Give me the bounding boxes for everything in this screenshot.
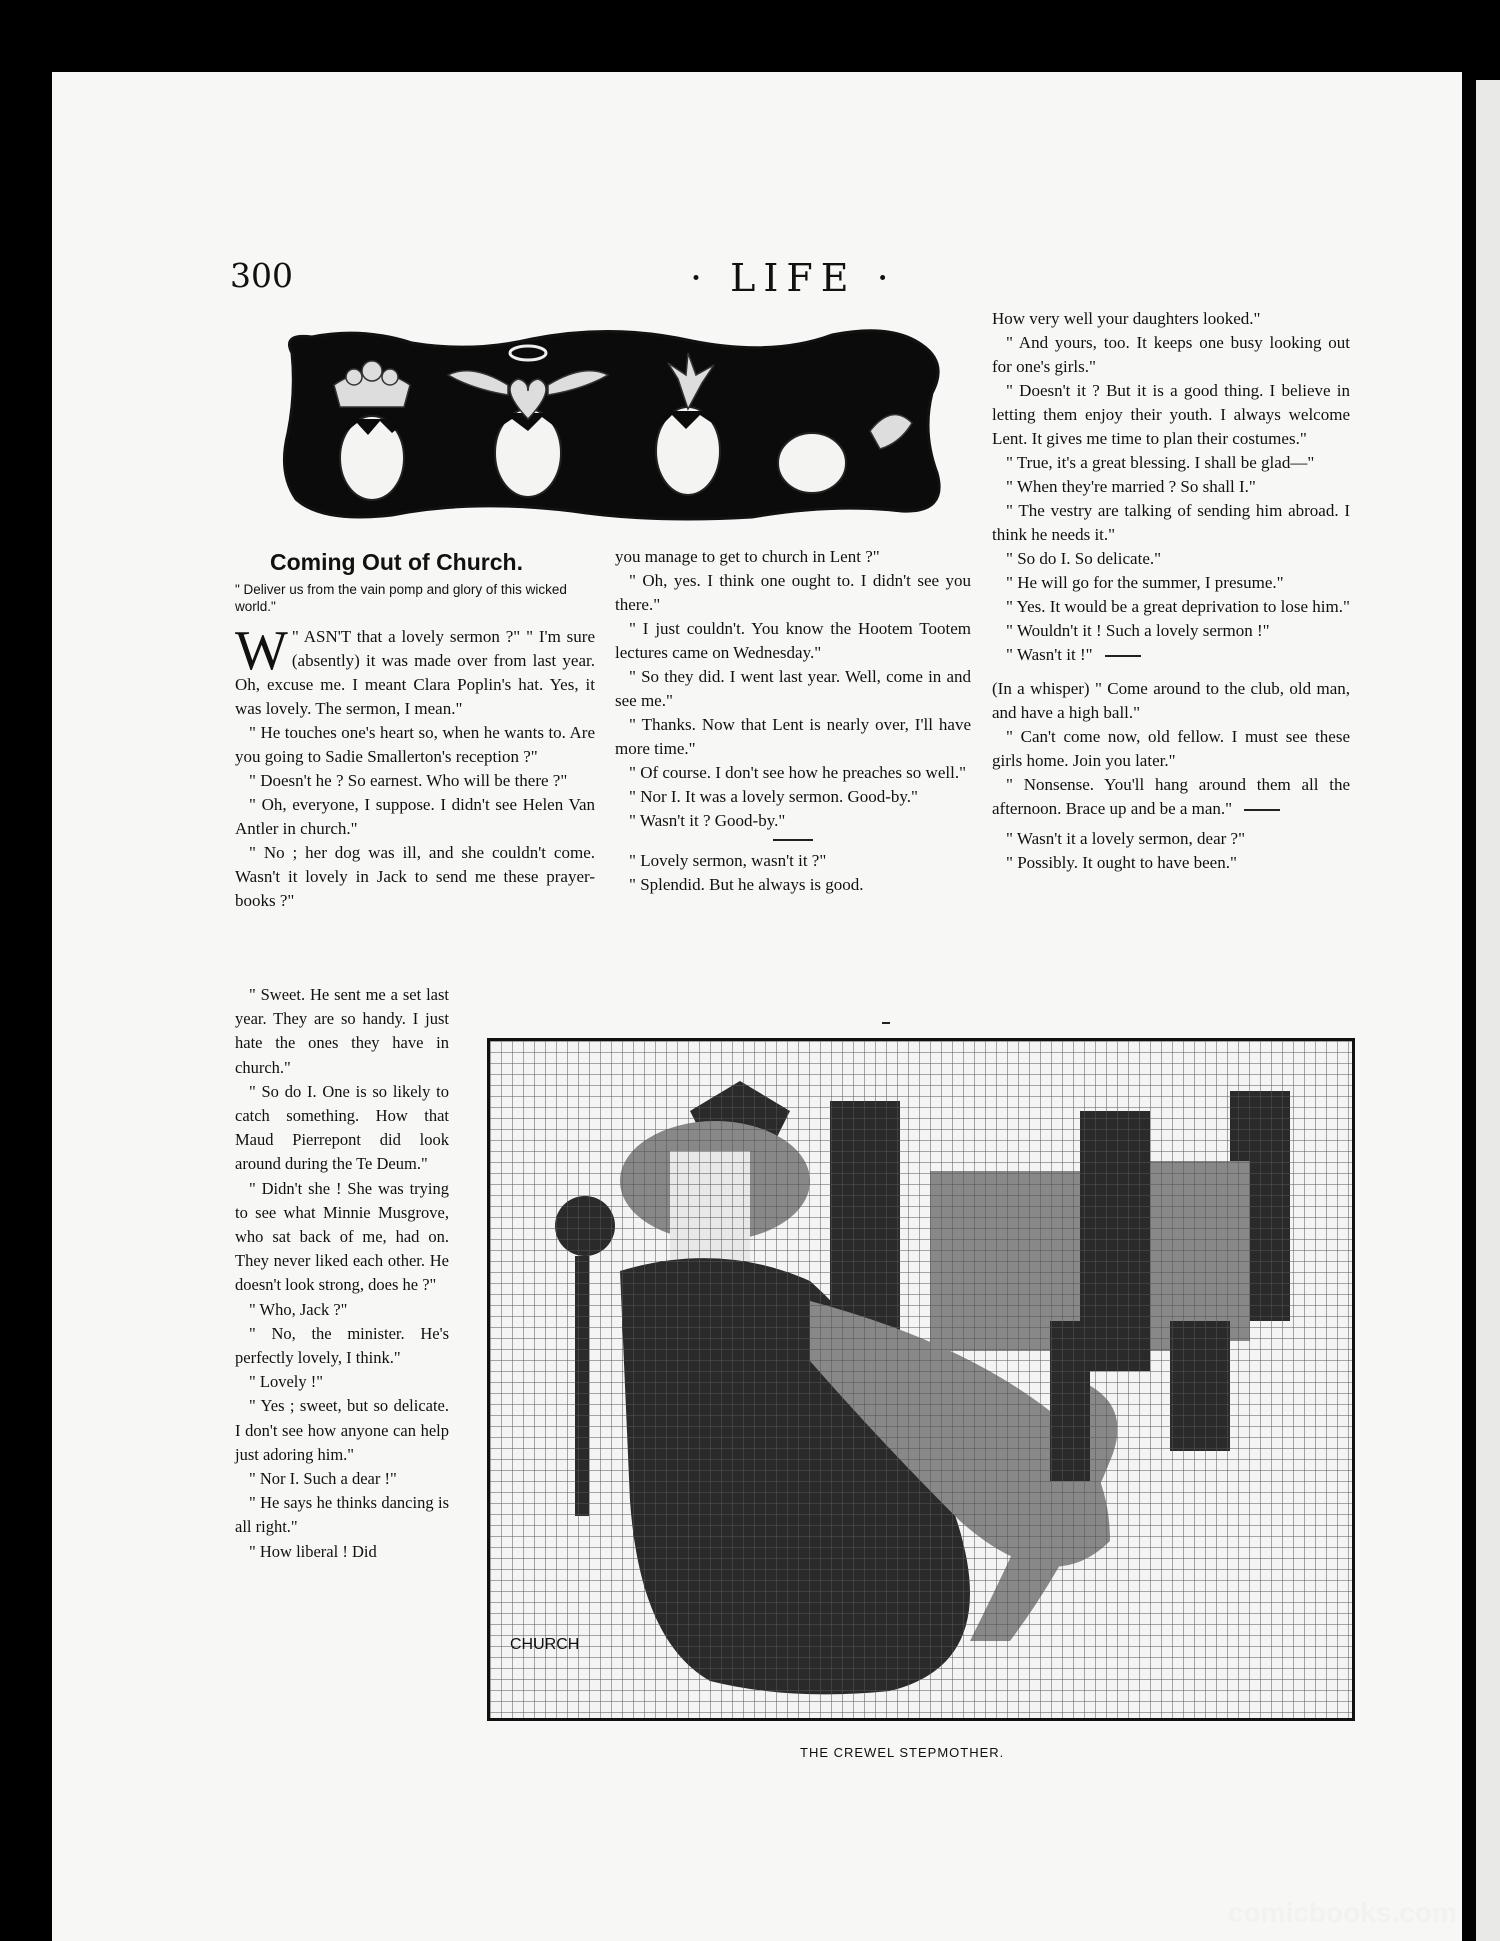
easter-eggs-banner-illustration (272, 323, 948, 523)
col3-paragraph: " Yes. It would be a great deprivation to lose him." (1006, 597, 1350, 616)
page-number: 300 (230, 256, 293, 295)
ornament-dot (882, 1022, 890, 1024)
col2-paragraph: " Lovely sermon, wasn't it ?" (629, 851, 827, 870)
cross-stitch-picture (490, 1041, 1352, 1718)
next-page-edge (1476, 80, 1500, 1941)
col3-paragraph: How very well your daughters looked." (992, 309, 1261, 328)
col1-text-0: " ASN'T that a lovely sermon ?" " I'm sure (absently) it was made over from last year. Oh, excuse me. I meant Clara Poplin's hat. Yes, it was lovely. The sermon, I mean." (235, 627, 595, 718)
col3-paragraph: " Possibly. It ought to have been." (1006, 853, 1237, 872)
col1-narrow-paragraph: " Sweet. He sent me a set last year. They are so handy. I just hate the ones they have in church." (235, 985, 449, 1077)
col1-narrow-paragraph: " No, the minister. He's perfectly lovely, I think." (235, 1323, 449, 1368)
column-1-narrow (235, 983, 449, 1564)
col1-narrow-paragraph: " Who, Jack ?" (249, 1299, 348, 1319)
col3-paragraph (992, 643, 1350, 667)
col1-paragraph (235, 620, 595, 721)
col1-paragraph: " He touches one's heart so, when he wants to. Are you going to Sadie Smallerton's reception ?" (235, 723, 595, 766)
col3-paragraph: " True, it's a great blessing. I shall be glad—" (1006, 453, 1315, 472)
col3-after-text-2: " Nonsense. You'll hang around them all the afternoon. Brace up and be a man." (992, 775, 1350, 818)
col3-paragraph: " When they're married ? So shall I." (1006, 477, 1256, 496)
col3-paragraph: " Wouldn't it ! Such a lovely sermon !" (1006, 621, 1270, 640)
article-epigraph: " Deliver us from the vain pomp and glory of this wicked world." (235, 582, 567, 614)
drop-cap: W (235, 620, 288, 682)
crewel-stepmother-illustration (487, 1038, 1355, 1721)
col1-paragraph: " Doesn't he ? So earnest. Who will be there ?" (249, 771, 568, 790)
page-edge-shadow (1462, 80, 1474, 1941)
masthead-title: · LIFE · (690, 256, 897, 300)
col3-paragraph: " So do I. So delicate." (1006, 549, 1162, 568)
artist-signature: CHURCH (510, 1636, 580, 1653)
col3-paragraph: " The vestry are talking of sending him abroad. I think he needs it." (992, 501, 1350, 544)
column-1 (235, 620, 595, 913)
col2-paragraph: " Nor I. It was a lovely sermon. Good-by." (629, 787, 918, 806)
col2-paragraph: " Oh, yes. I think one ought to. I didn't see you there." (615, 571, 971, 614)
section-dash (1244, 809, 1280, 811)
col1-narrow-paragraph: " Yes ; sweet, but so delicate. I don't see how anyone can help just adoring him." (235, 1396, 449, 1464)
col1-narrow-paragraph: " Lovely !" (249, 1372, 323, 1392)
col2-paragraph: " Thanks. Now that Lent is nearly over, I'll have more time." (615, 715, 971, 758)
col2-paragraph: " I just couldn't. You know the Hootem Tootem lectures came on Wednesday." (615, 619, 971, 662)
col3-paragraph: " He will go for the summer, I presume." (1006, 573, 1284, 592)
col3-paragraph: " Doesn't it ? But it is a good thing. I believe in letting them enjoy their youth. I always welcome Lent. It gives me time to plan their costumes." (992, 381, 1350, 448)
column-2 (615, 545, 971, 897)
col1-narrow-paragraph: " How liberal ! Did (249, 1541, 377, 1561)
col1-paragraph: " No ; her dog was ill, and she couldn't come. Wasn't it lovely in Jack to send me these prayer-books ?" (235, 843, 595, 910)
col3-text-10: " Wasn't it !" (1006, 645, 1093, 664)
col3-paragraph: " Wasn't it a lovely sermon, dear ?" (1006, 829, 1246, 848)
col1-paragraph: " Oh, everyone, I suppose. I didn't see Helen Van Antler in church." (235, 795, 595, 838)
col3-paragraph: " And yours, too. It keeps one busy looking out for one's girls." (992, 333, 1350, 376)
col1-narrow-paragraph: " So do I. One is so likely to catch something. How that Maud Pierrepont did look around during the Te Deum." (235, 1081, 449, 1174)
col1-narrow-paragraph: " He says he thinks dancing is all right." (235, 1493, 449, 1537)
col3-paragraph: " Can't come now, old fellow. I must see these girls home. Join you later." (992, 727, 1350, 770)
col1-narrow-paragraph: " Nor I. Such a dear !" (249, 1469, 397, 1489)
article-headline: Coming Out of Church. (270, 549, 523, 575)
section-dash (773, 839, 813, 841)
section-dash (1105, 655, 1141, 657)
col2-paragraph: you manage to get to church in Lent ?" (615, 547, 880, 566)
column-3 (992, 307, 1350, 875)
col2-paragraph: " So they did. I went last year. Well, come in and see me." (615, 667, 971, 710)
col3-paragraph: (In a whisper) " Come around to the club, old man, and have a high ball." (992, 679, 1350, 722)
watermark-text: comicbooks.com (1228, 1897, 1457, 1928)
illustration-caption: THE CREWEL STEPMOTHER. (800, 1745, 1005, 1760)
col2-paragraph: " Of course. I don't see how he preaches so well." (629, 763, 967, 782)
col2-paragraph: " Wasn't it ? Good-by." (629, 811, 786, 830)
col3-paragraph (992, 773, 1350, 821)
col1-narrow-paragraph: " Didn't she ! She was trying to see what Minnie Musgrove, who sat back of me, had on. They never liked each other. He doesn't look strong, does he ?" (235, 1178, 449, 1295)
col2-paragraph: " Splendid. But he always is good. (629, 875, 864, 894)
